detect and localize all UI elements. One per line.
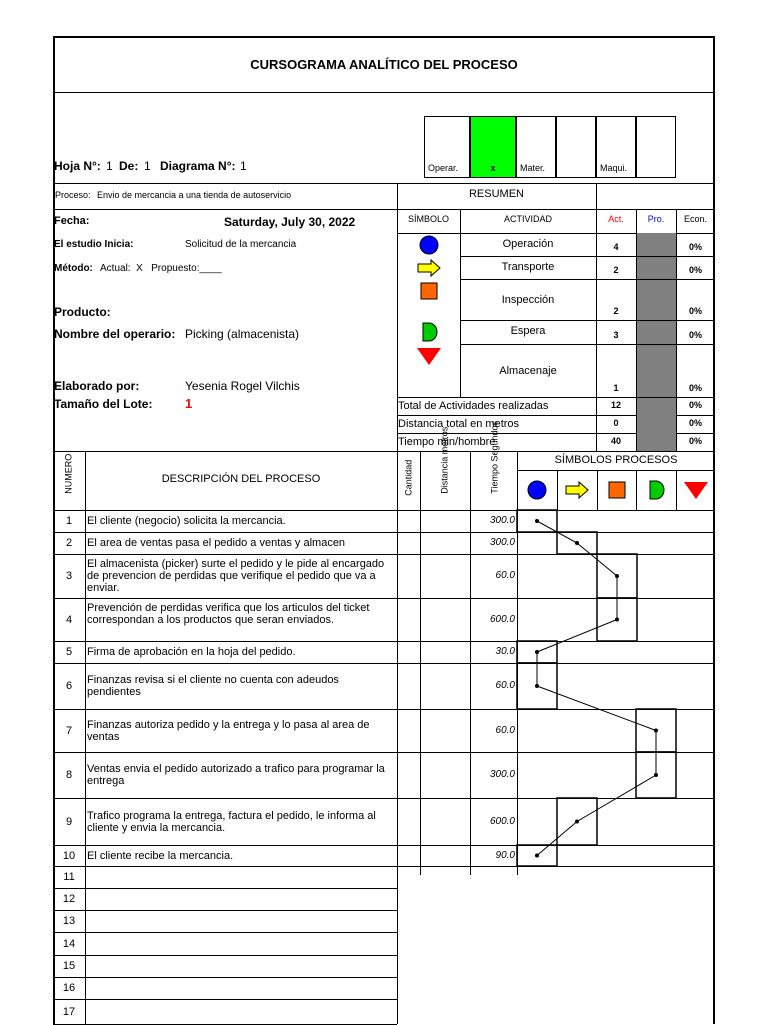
table-row — [53, 845, 715, 866]
row-number: 11 — [63, 871, 75, 883]
total-econ: 0% — [688, 436, 702, 446]
square-icon — [416, 280, 442, 302]
table-row — [53, 554, 715, 598]
col-numero: NUMERO — [63, 453, 74, 494]
total-econ: 0% — [688, 418, 702, 428]
resumen-border — [596, 183, 597, 209]
lote-label: Tamaño del Lote: — [54, 397, 153, 411]
metodo-label: Método: — [54, 263, 93, 274]
inicia-label: El estudio Inicia: — [54, 239, 134, 250]
actividad-name: Almacenaje — [499, 364, 557, 377]
total-label: Tiempo min/hombre — [398, 436, 496, 448]
row-tiempo: 600.0 — [489, 815, 515, 827]
square-icon — [597, 470, 637, 510]
pro-column-shade — [636, 397, 676, 415]
hoja-label: Hoja N°: — [54, 159, 101, 173]
type-box-label: Maqui. — [600, 163, 628, 173]
col-actividad: ACTIVIDAD — [503, 214, 552, 224]
col-pro: Pro. — [647, 214, 665, 224]
row-description: Ventas envia el pedido autorizado a trafico para programar la entrega — [87, 763, 385, 787]
row-number: 1 — [65, 515, 73, 527]
row-number: 13 — [62, 915, 76, 927]
act-count: 1 — [613, 383, 619, 393]
arrow-icon — [557, 470, 597, 510]
row-tiempo: 60.0 — [495, 680, 515, 691]
econ-value: 0% — [688, 242, 702, 252]
row-tiempo: 300.0 — [489, 515, 515, 526]
grid-line — [460, 320, 715, 321]
table-row — [53, 910, 715, 932]
triangle-icon — [416, 345, 442, 367]
lote-value: 1 — [185, 396, 193, 411]
row-description: Finanzas revisa si el cliente no cuenta con adeudos pendientes — [87, 674, 339, 698]
table-row — [53, 932, 715, 955]
col-act: Act. — [608, 214, 624, 224]
type-box — [424, 116, 470, 178]
act-count: 4 — [613, 242, 619, 252]
proceso-value: Envio de mercancia a una tienda de autoservicio — [97, 190, 292, 200]
col-cantidad: Cantidad — [403, 459, 414, 496]
grid-line — [636, 209, 637, 397]
elaborado-value: Yesenia Rogel Vilchis — [185, 379, 300, 393]
row-number: 5 — [65, 646, 73, 658]
type-box-label: x — [490, 163, 496, 173]
proceso-label: Proceso: — [55, 190, 91, 200]
econ-value: 0% — [688, 383, 702, 393]
table-row — [53, 532, 715, 554]
type-box — [596, 116, 636, 178]
table-row — [53, 641, 715, 663]
table-row — [53, 798, 715, 845]
total-value: 40 — [610, 436, 621, 446]
row-description: El cliente (negocio) solicita la mercancia. — [87, 515, 286, 527]
table-row — [53, 598, 715, 641]
type-box — [470, 116, 516, 178]
fecha-value: Saturday, July 30, 2022 — [224, 215, 356, 229]
actividad-name: Inspección — [501, 293, 555, 306]
actividad-name: Espera — [510, 325, 546, 337]
table-row — [53, 510, 715, 532]
total-value: 0 — [613, 418, 619, 428]
table-row — [53, 888, 715, 910]
type-box — [556, 116, 596, 178]
arrow-icon — [416, 257, 442, 279]
econ-value: 0% — [688, 330, 702, 340]
row-number: 14 — [62, 937, 76, 950]
table-row — [53, 752, 715, 798]
row-description: Trafico programa la entrega, factura el pedido, le informa al cliente y envia la mercancia. — [87, 809, 376, 834]
circle-icon — [416, 234, 442, 256]
table-row — [53, 663, 715, 709]
row-description: El almacenista (picker) surte el pedido y le pide al encargado de prevencion de perdidas que verifique el pedido que va a enviar. — [87, 558, 385, 594]
row-number: 15 — [62, 960, 76, 972]
col-econ: Econ. — [683, 214, 707, 224]
elaborado-label: Elaborado por: — [54, 379, 140, 393]
row-tiempo: 300.0 — [489, 537, 515, 548]
row-number: 7 — [65, 724, 73, 737]
row-description: El area de ventas pasa el pedido a ventas y almacen — [87, 537, 346, 549]
de-label: De: — [119, 159, 139, 173]
table-row — [53, 977, 715, 999]
diagrama-label: Diagrama N°: — [160, 159, 236, 173]
grid-line — [460, 256, 715, 257]
metodo-value: Actual: X Propuesto:____ — [100, 263, 222, 274]
pro-column-shade — [636, 433, 676, 451]
grid-line — [596, 397, 597, 451]
grid-line — [53, 451, 715, 452]
grid-line — [676, 397, 677, 451]
table-row — [53, 866, 715, 888]
row-description: El cliente recibe la mercancia. — [87, 849, 234, 862]
row-number: 2 — [65, 537, 73, 549]
table-row — [53, 709, 715, 752]
d-icon — [636, 470, 676, 510]
grid-line — [676, 209, 677, 397]
diagrama-value: 1 — [240, 159, 247, 173]
triangle-icon — [676, 470, 716, 510]
circle-icon — [517, 470, 557, 510]
pro-column-shade — [636, 233, 676, 397]
row-description: Firma de aprobación en la hoja del pedido. — [87, 646, 296, 658]
col-descripcion: DESCRIPCIÓN DEL PROCESO — [161, 473, 321, 485]
row-description: Finanzas autoriza pedido y la entrega y lo pasa al area de ventas — [87, 718, 370, 743]
col-simbolo: SÍMBOLO — [407, 214, 449, 224]
resumen-title: RESUMEN — [468, 188, 524, 200]
operario-label: Nombre del operario: — [54, 327, 176, 341]
producto-label: Producto: — [54, 305, 111, 319]
total-value: 12 — [610, 400, 621, 410]
grid-line — [397, 866, 398, 1024]
row-tiempo: 30.0 — [495, 646, 515, 657]
col-distancia: Distancia metros — [439, 426, 450, 494]
actividad-name: Transporte — [501, 261, 555, 273]
row-number: 10 — [62, 849, 76, 862]
type-box — [636, 116, 676, 178]
type-box — [516, 116, 556, 178]
total-label: Total de Actividades realizadas — [398, 400, 549, 412]
act-count: 3 — [613, 330, 619, 340]
total-label: Distancia total en metros — [398, 418, 520, 430]
d-icon — [416, 321, 442, 343]
type-box-label: Mater. — [520, 163, 546, 173]
page-title: CURSOGRAMA ANALÍTICO DEL PROCESO — [250, 56, 518, 72]
row-number: 6 — [65, 680, 73, 692]
row-tiempo: 60.0 — [495, 724, 515, 736]
row-number: 8 — [65, 769, 73, 781]
row-description: Prevención de perdidas verifica que los articulos del ticket correspondan a los productos que seran enviados. — [87, 601, 370, 626]
act-count: 2 — [613, 265, 619, 275]
operario-value: Picking (almacenista) — [185, 327, 300, 341]
total-econ: 0% — [688, 400, 702, 410]
row-tiempo: 600.0 — [489, 613, 515, 625]
grid-line — [596, 209, 597, 397]
inicia-value: Solicitud de la mercancia — [185, 239, 297, 250]
type-box-label: Operar. — [428, 163, 459, 173]
actividad-name: Operación — [502, 238, 554, 250]
col-simbolos: SÍMBOLOS PROCESOS — [554, 454, 678, 466]
row-number: 9 — [65, 815, 73, 828]
row-tiempo: 60.0 — [495, 570, 515, 581]
table-row — [53, 999, 715, 1024]
row-tiempo: 300.0 — [489, 769, 515, 780]
row-number: 4 — [65, 613, 73, 626]
grid-line — [460, 344, 715, 345]
row-number: 16 — [62, 982, 76, 994]
row-number: 17 — [62, 1005, 76, 1018]
fecha-label: Fecha: — [54, 215, 90, 227]
row-tiempo: 90.0 — [495, 849, 515, 861]
pro-column-shade — [636, 415, 676, 433]
row-number: 3 — [65, 570, 73, 582]
grid-line — [714, 866, 715, 1024]
grid-line — [636, 397, 637, 451]
act-count: 2 — [613, 306, 619, 316]
econ-value: 0% — [688, 265, 702, 275]
hoja-value: 1 — [106, 159, 113, 173]
col-tiempo: Tiempo Segundos — [489, 421, 500, 494]
econ-value: 0% — [688, 306, 702, 316]
grid-line — [460, 279, 715, 280]
de-value: 1 — [144, 159, 151, 173]
table-row — [53, 955, 715, 977]
row-number: 12 — [62, 893, 76, 905]
grid-line — [397, 397, 715, 398]
